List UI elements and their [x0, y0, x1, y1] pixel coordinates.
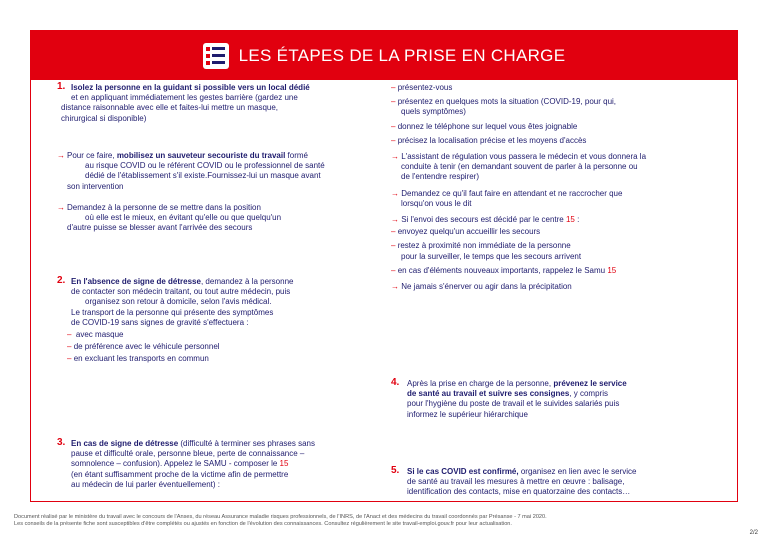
- header-banner: [31, 31, 737, 80]
- content-frame: [30, 30, 738, 502]
- step-4: 4. Après la prise en charge de la personne, prévenez le service de santé au travail et suivre ses consignes, y compris pour l'hygiène du poste de travail et le suivides salariés puis informez le supérieur hiérarchique: [391, 379, 721, 420]
- step-2: 2. En l'absence de signe de détresse, demandez à la personne de contacter son médecin traitant, ou tout autre médecin, puis organisez son retour à domicile, selon l'avis médical. Le transport de la personne qui présente des symptômes de COVID-19 sans signes de gravité s'effectuera : – avec masque – de préférence avec le véhicule personnel – en excluant les transports en commun: [57, 277, 377, 365]
- text-line: de COVID-19 sans signes de gravité s'effectuera :: [71, 317, 249, 327]
- text-line: Ne jamais s'énerver ou agir dans la précipitation: [401, 282, 572, 292]
- page-title: LES ÉTAPES DE LA PRISE EN CHARGE: [238, 45, 566, 65]
- step-5: 5. Si le cas COVID est confirmé, organisez en lien avec le service de santé au travail les mesures à mettre en œuvre : balisage, identification des contacts, mise en quatorzaine des contacts…: [391, 467, 721, 498]
- step-number: 3.: [57, 437, 66, 448]
- list-item: restez à proximité non immédiate de la personne: [397, 241, 571, 251]
- text-line: distance raisonnable avec elle et faites-lui mettre un masque,: [61, 103, 279, 113]
- text-line: de l'entendre respirer): [401, 172, 480, 182]
- text-line: d'autre puisse se blesser avant l'arrivée des secours: [67, 223, 253, 233]
- text-line: Demandez à la personne de se mettre dans la position: [67, 203, 261, 212]
- list-item: donnez le téléphone sur lequel vous êtes joignable: [397, 121, 578, 131]
- right-column: – présentez-vous – présentez en quelques mots la situation (COVID-19, pour qui, quels symptômes) – donnez le téléphone sur lequel vous êtes joignable – précisez la localisation précise et les moyens d'accès → L'assistant de régulation vous passera le médecin et vous donnera la conduite à tenir (en demandant souvent de parler à la personne ou de l'entendre respirer) → Demandez ce qu'il faut faire en attendant et ne raccrocher que lorsqu'on vous le dit → Si l'envoi des secours est décidé par le centre 15 : – envoyez quelqu'un accueillir les secours – restez à proximité non immédiate de la personne pour la surveiller, le temps que les secours arrivent – en cas d'éléments nouveaux importants, rappelez le Samu 15 → Ne jamais s'énerver ou agir dans la précipitation 4. Après la prise en charge de la personne, prévenez le service de santé au travail et suivre ses consignes, y compris pour l'hygiène du poste de travail et le suivides salariés puis informez le supérieur hiérarchique 5. Si le cas COVID est confirmé, organisez en lien avec le service de santé au travail les mesures à mettre en œuvre : balisage, identification des contacts, mise en quatorzaine des contacts…: [391, 83, 721, 292]
- text-line: L'assistant de régulation vous passera le médecin et vous donnera la: [401, 152, 647, 162]
- bullet-sst: → Pour ce faire, mobilisez un sauveteur secouriste du travail formé au risque COVID ou le référent COVID ou le professionnel de santé dédié de l'établissement s'il existe.Fournissez-lui un masque avant son intervention: [57, 151, 377, 192]
- checklist-icon: [203, 43, 229, 69]
- arrow-icon: →: [57, 151, 65, 160]
- step-1: [57, 83, 377, 124]
- list-item: envoyez quelqu'un accueillir les secours: [397, 227, 541, 237]
- arrow-icon: →: [57, 203, 65, 212]
- text-line: au risque COVID ou le référent COVID ou le professionnel de santé: [85, 161, 325, 171]
- text-line: son intervention: [67, 181, 124, 191]
- step-number: 1.: [57, 81, 66, 92]
- text-line: pour la surveiller, le temps que les secours arrivent: [401, 251, 582, 261]
- text-line: organisez son retour à domicile, selon l'avis médical.: [85, 297, 272, 307]
- list-item: précisez la localisation précise et les moyens d'accès: [397, 135, 587, 145]
- text-line: lorsqu'on vous le dit: [401, 198, 472, 208]
- bullet-position: [57, 203, 377, 234]
- text-line: chirurgical si disponible): [61, 113, 147, 123]
- text-line: (en étant suffisamment proche de la victime afin de permettre: [71, 469, 289, 479]
- footer-line: Document réalisé par le ministère du travail avec le concours de l'Anses, du réseau Assurance maladie risques professionnels, de l'INRS, de l'Anact et des médecins du travail coordonnés par Présanse - 7 mai 2020.: [14, 514, 547, 520]
- text-line: de contacter son médecin traitant, ou tout autre médecin, puis: [71, 287, 291, 297]
- step-heading: Isolez la personne en la guidant si possible vers un local dédié: [71, 83, 310, 92]
- page-number: 2/2: [749, 530, 758, 536]
- text-line: quels symptômes): [401, 107, 466, 117]
- text-line: au médecin de lui parler éventuellement) :: [71, 479, 220, 489]
- text-line: conduite à tenir (en demandant souvent de parler à la personne ou: [401, 162, 638, 172]
- footer: [14, 514, 754, 528]
- text-line: Le transport de la personne qui présente des symptômes: [71, 307, 274, 317]
- text-line: Demandez ce qu'il faut faire en attendant et ne raccrocher que: [401, 188, 623, 198]
- step-3: 3. En cas de signe de détresse (difficulté à terminer ses phrases sans pause et difficulté orale, personne bleue, perte de connaissance – somnolence – confusion). Appelez le SAMU - composer le 15 (en étant suffisamment proche de la victime afin de permettre au médecin de lui parler éventuellement) :: [57, 439, 377, 490]
- list-item: en excluant les transports en commun: [73, 354, 209, 364]
- text-line: informez le supérieur hiérarchique: [407, 409, 528, 419]
- text-line: dédié de l'établissement s'il existe.Fournissez-lui un masque avant: [85, 171, 321, 181]
- step-number: 5.: [391, 465, 400, 476]
- list-item: présentez-vous: [397, 83, 453, 92]
- list-item: de préférence avec le véhicule personnel: [73, 342, 220, 352]
- list-item: présentez en quelques mots la situation (COVID-19, pour qui,: [397, 97, 617, 107]
- text-line: et en appliquant immédiatement les gestes barrière (gardez une: [71, 93, 298, 103]
- step-number: 2.: [57, 275, 66, 286]
- text-line: pause et difficulté orale, personne bleue, perte de connaissance –: [71, 449, 305, 459]
- text-line: identification des contacts, mise en quatorzaine des contacts…: [407, 487, 631, 497]
- step-number: 4.: [391, 377, 400, 388]
- text-line: où elle est le mieux, en évitant qu'elle ou que quelqu'un: [85, 213, 282, 223]
- list-item: avec masque: [75, 330, 124, 340]
- footer-line: Les conseils de la présente fiche sont susceptibles d'être complétés ou ajustés en fonction de l'évolution des connaissances. Consultez régulièrement le site travail-emploi.gouv.fr pour leur actualisation.: [14, 521, 512, 527]
- text-line: pour l'hygiène du poste de travail et le suivides salariés puis: [407, 399, 620, 409]
- text-line: de santé au travail les mesures à mettre en œuvre : balisage,: [407, 477, 625, 487]
